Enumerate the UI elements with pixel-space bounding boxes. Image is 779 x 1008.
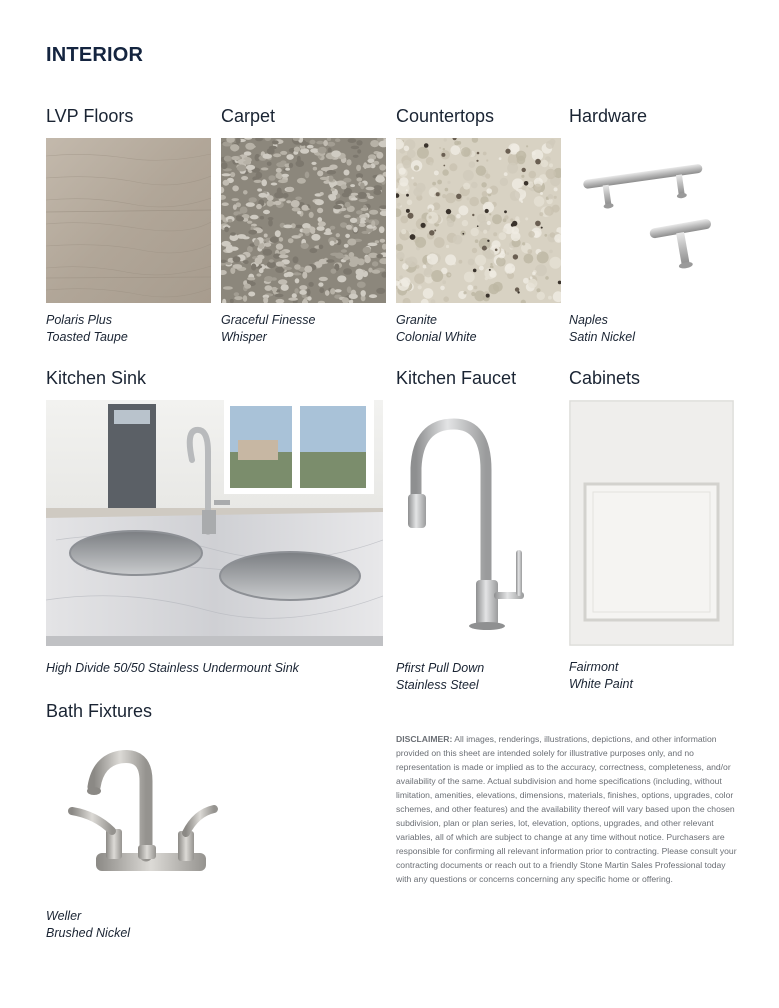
hardware-caption xyxy=(569,312,635,346)
bath-fixtures-finish: Brushed Nickel xyxy=(46,926,131,940)
hardware-name: Naples xyxy=(569,313,608,327)
disclaimer-label: DISCLAIMER: xyxy=(396,734,453,744)
lvp-floors-title: LVP Floors xyxy=(46,106,134,126)
hardware-title: Hardware xyxy=(569,106,648,126)
kitchen-sink-caption xyxy=(46,660,299,677)
lvp-floor-swatch-image xyxy=(46,138,211,303)
countertops-caption xyxy=(396,312,477,346)
page-title: INTERIOR xyxy=(46,44,144,66)
kitchen-sink-name: High Divide 50/50 Stainless Undermount Sink xyxy=(46,661,299,675)
carpet-title: Carpet xyxy=(221,106,276,126)
countertop-swatch-image xyxy=(396,138,561,303)
cabinets-title: Cabinets xyxy=(569,368,641,388)
hardware-pull-image xyxy=(569,138,734,303)
bath-fixtures-name: Weller xyxy=(46,909,82,923)
cabinets-caption xyxy=(569,659,633,693)
cabinet-door-image xyxy=(569,400,734,646)
bath-fixtures-title: Bath Fixtures xyxy=(46,701,153,721)
disclaimer-body: All images, renderings, illustrations, depictions, and other information provided on this sheet are intended solely for illustrative purposes only, and no representation is made or implied as to the accuracy, correctness, completeness, and/or availability of the same. Actual subdivision and home specifications (including, without limitation, amenities, elevations, dimensions, materials, finishes, options, upgrades, color schemes, and other features) and the availability thereof will vary based upon the chosen subdivision, plan or plan series, lot, elevation, options, upgrades, and other relevant variables, all of which are subject to change at any time without notice. Purchasers are responsible for confirming all relevant information prior to contracting. Please consult your contracting documents or reach out to a friendly Stone Martin Sales Professional today with any questions or concerns concerning any specific home or offering. xyxy=(396,734,737,884)
kitchen-faucet-title: Kitchen Faucet xyxy=(396,368,517,388)
carpet-color: Whisper xyxy=(221,330,267,344)
carpet-caption xyxy=(221,312,315,346)
lvp-name: Polaris Plus xyxy=(46,313,112,327)
bath-faucet-image xyxy=(46,735,226,897)
kitchen-sink-image xyxy=(46,400,383,646)
lvp-caption xyxy=(46,312,128,346)
countertops-color: Colonial White xyxy=(396,330,477,344)
cabinets-finish: White Paint xyxy=(569,677,633,691)
disclaimer-text xyxy=(396,732,738,886)
bath-fixtures-caption xyxy=(46,908,130,942)
cabinets-name: Fairmont xyxy=(569,660,619,674)
carpet-swatch-image xyxy=(221,138,386,303)
lvp-color: Toasted Taupe xyxy=(46,330,128,344)
kitchen-faucet-finish: Stainless Steel xyxy=(396,678,479,692)
kitchen-faucet-name: Pfirst Pull Down xyxy=(396,661,485,675)
kitchen-faucet-caption xyxy=(396,660,484,694)
carpet-name: Graceful Finesse xyxy=(221,313,316,327)
kitchen-sink-title: Kitchen Sink xyxy=(46,368,147,388)
hardware-finish: Satin Nickel xyxy=(569,330,635,344)
kitchen-faucet-image xyxy=(396,400,561,646)
countertops-name: Granite xyxy=(396,313,437,327)
countertops-title: Countertops xyxy=(396,106,495,126)
